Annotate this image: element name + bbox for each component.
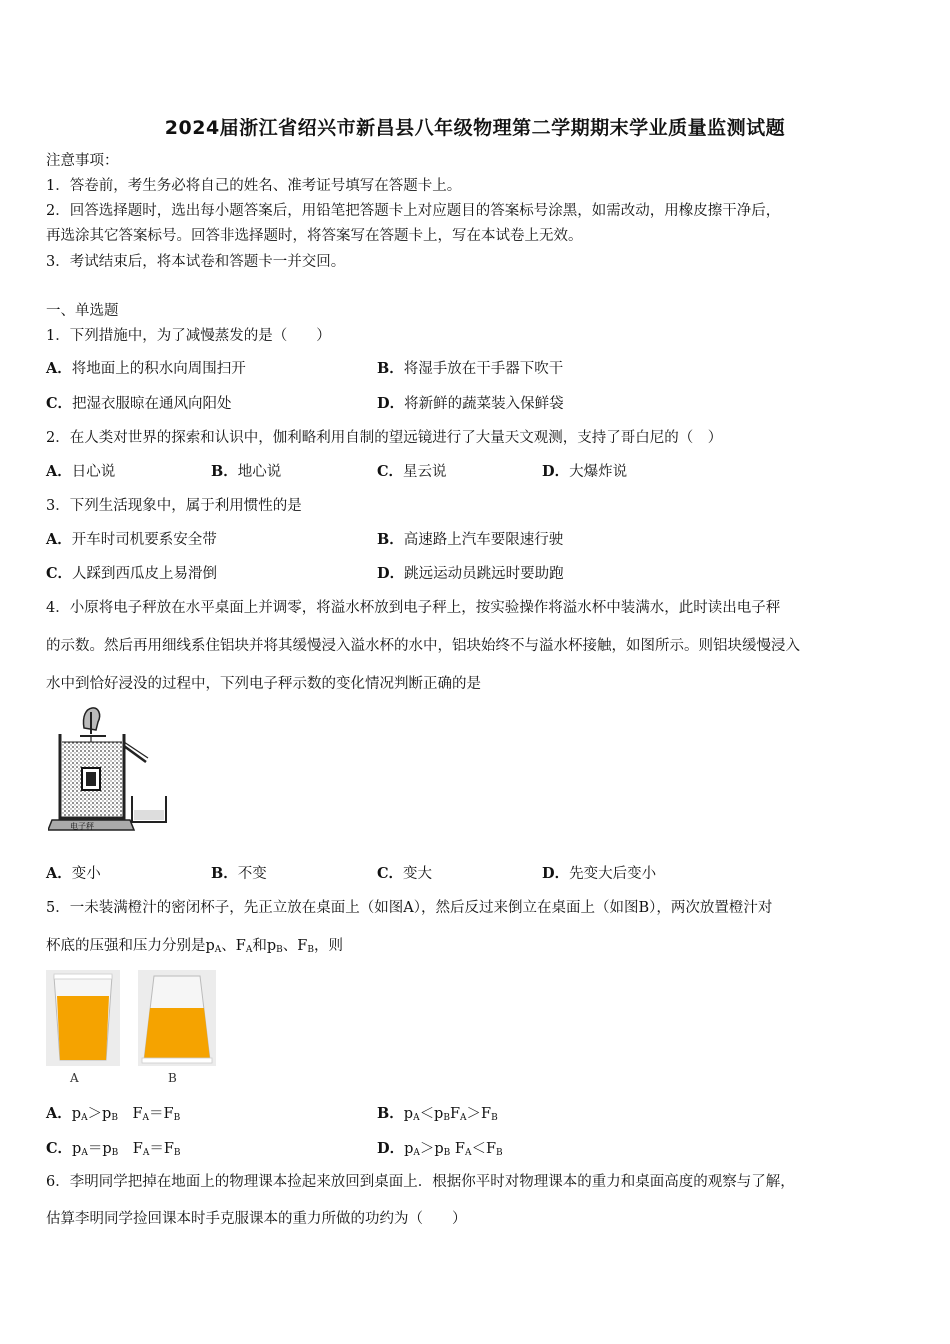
option-label: D． (542, 463, 570, 480)
option-label: A． (46, 463, 72, 480)
option-label: D． (377, 395, 405, 412)
option-text: 把湿衣服晾在通风向阳处 (72, 396, 232, 412)
q2-stem: 2．在人类对世界的探索和认识中，伽利略利用自制的望远镜进行了大量天文观测，支持了哥白尼的（ ） (46, 430, 723, 446)
juice-cups-photo (44, 968, 220, 1088)
q2-option-d[interactable] (542, 462, 627, 482)
option-label: B． (211, 463, 238, 480)
option-label: D． (542, 865, 570, 882)
q5-option-c[interactable]: C．$p_A=p_B$ $F_A=F_B$ (46, 1140, 181, 1158)
option-label: B． (377, 360, 404, 377)
scale-label: 电子秤 (70, 822, 94, 831)
option-text: 变大 (403, 866, 433, 882)
q4-option-b[interactable] (211, 864, 267, 884)
q3-option-b[interactable] (377, 530, 563, 550)
option-text: 地心说 (237, 464, 282, 480)
notice-item-3: 3．考试结束后，将本试卷和答题卡一并交回。 (46, 254, 346, 270)
notice-item-2: 2．回答选择题时，选出每小题答案后，用铅笔把答题卡上对应题目的答案标号涂黑，如需改动，用橡皮擦干净后， (46, 203, 781, 219)
q4-stem-line-2: 的示数。然后再用细线系住铝块并将其缓慢浸入溢水杯的水中，铝块始终不与溢水杯接触，如图所示。则铝块缓慢浸入 (46, 638, 800, 654)
juice-b (144, 1008, 210, 1060)
option-label: C． (377, 865, 404, 882)
option-text: 将地面上的积水向周围扫开 (71, 361, 246, 377)
q1-option-c[interactable] (46, 394, 232, 414)
q3-option-d[interactable] (377, 564, 564, 584)
notice-item-1: 1．答卷前，考生务必将自己的姓名、准考证号填写在答题卡上。 (46, 178, 462, 194)
option-text: 跳远运动员跳远时要助跑 (404, 566, 564, 582)
q4-option-a[interactable] (46, 864, 101, 884)
option-text: 高速路上汽车要限速行驶 (403, 532, 564, 548)
option-text: 开车时司机要系安全带 (71, 532, 217, 548)
option-label: B． (377, 531, 404, 548)
notice-heading: 注意事项： (46, 153, 119, 169)
option-label: A． (46, 360, 72, 377)
option-label: B． (211, 865, 238, 882)
option-label: C． (46, 565, 73, 582)
option-label: C． (46, 395, 73, 412)
q3-option-c[interactable] (46, 564, 217, 584)
q5-option-a[interactable]: A．$p_A>p_B$ $F_A=F_B$ (46, 1105, 181, 1123)
q4-stem-line-1: 4．小原将电子秤放在水平桌面上并调零，将溢水杯放到电子秤上，按实验操作将溢水杯中装满水，此时读出电子秤 (46, 600, 781, 616)
option-text: 将湿手放在干手器下吹干 (403, 361, 564, 377)
option-text: 星云说 (403, 464, 447, 480)
option-label: A． (46, 531, 72, 548)
notice-item-2-cont: 再选涂其它答案标号。回答非选择题时，将答案写在答题卡上，写在本试卷上无效。 (46, 228, 583, 244)
q5-stem-line-2: 杯底的压强和压力分别是$p_A$、$F_A$和$p_B$、$F_B$，则 (46, 938, 343, 955)
q2-option-a[interactable] (46, 462, 115, 482)
q4-stem-line-3: 水中到恰好浸没的过程中，下列电子秤示数的变化情况判断正确的是 (46, 676, 481, 692)
option-text: 大爆炸说 (569, 464, 628, 480)
q4-option-d[interactable] (542, 864, 656, 884)
q5-stem-line-1: 5．一未装满橙汁的密闭杯子，先正立放在桌面上（如图A），然后反过来倒立在桌面上（如图B），两次放置橙汁对 (46, 900, 773, 916)
option-label: D． (377, 565, 405, 582)
q1-option-a[interactable] (46, 359, 246, 379)
q2-option-c[interactable] (377, 462, 447, 482)
fig-label-b: B (168, 1071, 177, 1085)
option-label: A． (46, 865, 72, 882)
q6-stem-line-2: 估算李明同学捡回课本时手克服课本的重力所做的功约为（ ） (46, 1211, 467, 1227)
q5-option-d[interactable]: D．$p_A>p_B$ $F_A<F_B$ (377, 1140, 503, 1158)
option-text: 先变大后变小 (569, 866, 657, 882)
q1-stem: 1．下列措施中，为了减慢蒸发的是（ ） (46, 328, 331, 344)
juice-a (57, 996, 109, 1060)
page-title: 2024届浙江省绍兴市新昌县八年级物理第二学期期末学业质量监测试题 (164, 117, 786, 139)
option-text: 变小 (71, 866, 101, 882)
option-text: 日心说 (71, 464, 116, 480)
q3-stem: 3．下列生活现象中，属于利用惯性的是 (46, 498, 302, 514)
q2-option-b[interactable] (211, 462, 281, 482)
fig-label-a: A (70, 1071, 79, 1085)
option-label: C． (377, 463, 404, 480)
q1-option-d[interactable] (377, 394, 564, 414)
q1-option-b[interactable] (377, 359, 563, 379)
overflow-cup-diagram (48, 706, 170, 832)
q3-option-a[interactable] (46, 530, 217, 550)
option-text: 不变 (237, 866, 267, 882)
option-text: 人踩到西瓜皮上易滑倒 (72, 566, 218, 582)
option-text: 将新鲜的蔬菜装入保鲜袋 (404, 396, 564, 412)
q4-option-c[interactable] (377, 864, 432, 884)
q6-stem-line-1: 6．李明同学把掉在地面上的物理课本捡起来放回到桌面上．根据你平时对物理课本的重力和桌面高度的观察与了解， (46, 1174, 795, 1190)
q5-option-b[interactable]: B．$p_A<p_BF_A>F_B$ (377, 1105, 498, 1123)
section-heading: 一、单选题 (46, 303, 119, 319)
